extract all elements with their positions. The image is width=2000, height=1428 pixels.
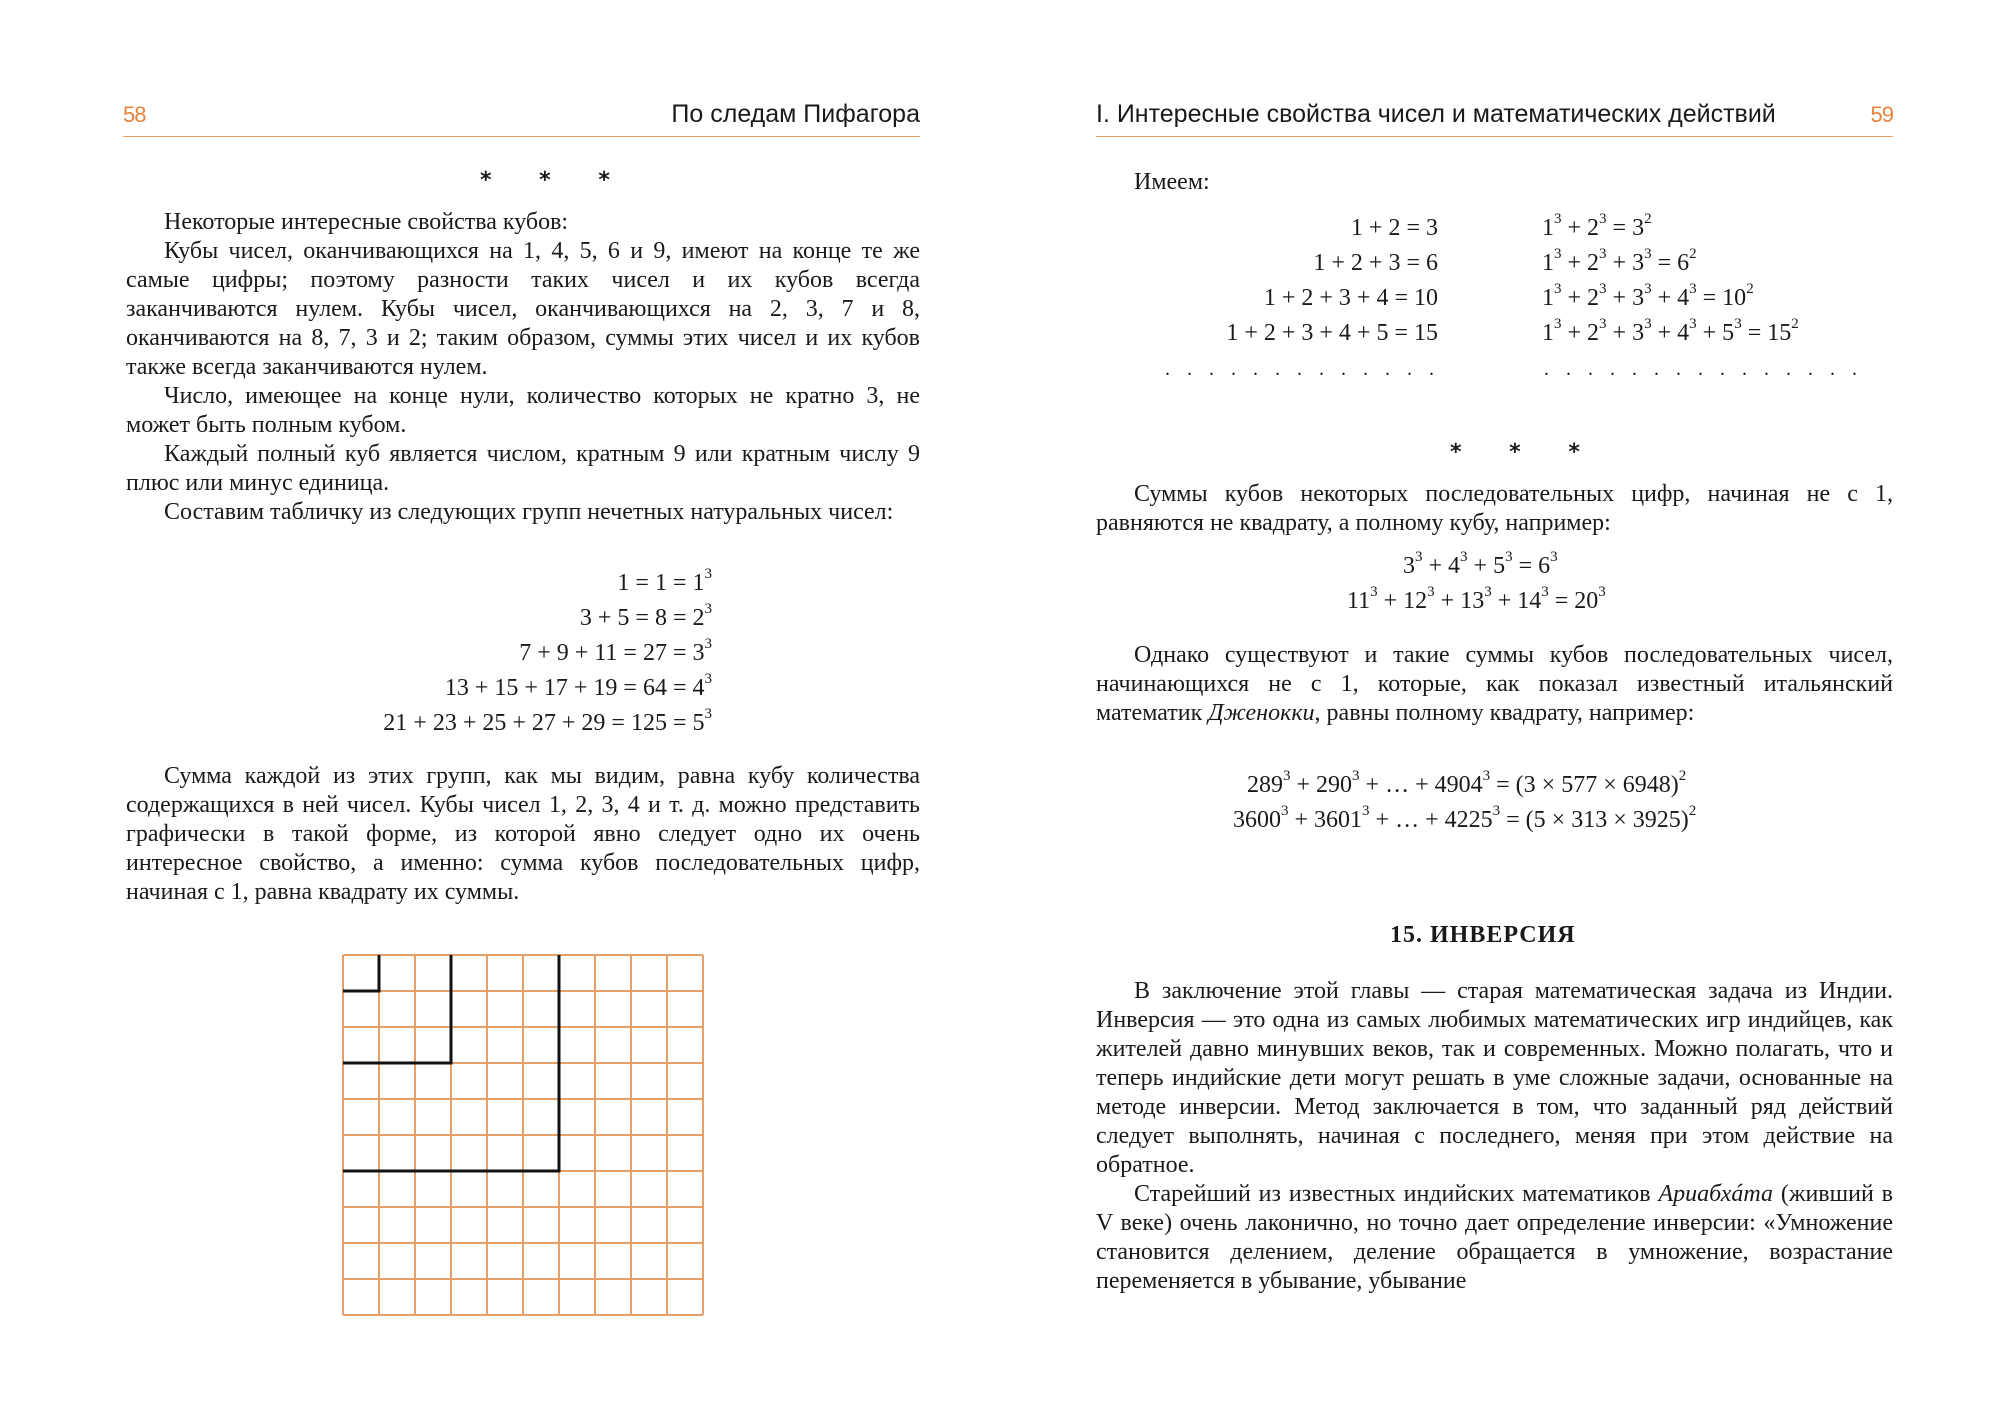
page-number: 59 <box>1870 102 1893 127</box>
body-text <box>1096 480 1893 538</box>
body-text <box>1096 641 1893 728</box>
paragraph: Каждый полный куб является числом, кратным 9 или кратным числу 9 плюс или минус единица. <box>126 441 920 496</box>
body-text <box>126 208 920 527</box>
square-outline <box>343 955 379 991</box>
cube-sum-row: $1^3 + 2^3 + 3^3 + 4^3 + 5^3 = 15^2$ <box>1542 316 1799 346</box>
formula-row: $3 + 5 = 8 = 2^3$ <box>579 601 712 631</box>
cube-sum-row: $1^3 + 2^3 + 3^3 = 6^2$ <box>1542 246 1697 276</box>
paragraph: Однако существуют и такие суммы кубов последовательных чисел, начинающихся не с 1, которые, как показал известный итальянский математик Дженокки, равны полному квадрату, например: <box>1096 642 1893 726</box>
section-separator: * * * <box>480 168 630 193</box>
body-text <box>126 762 920 907</box>
formula-row: $13 + 15 + 17 + 19 = 64 = 4^3$ <box>444 671 712 701</box>
cube-identity: $3^3 + 4^3 + 5^3 = 6^3$ <box>1403 549 1558 579</box>
paragraph: Суммы кубов некоторых последовательных цифр, начиная не с 1, равняются не квадрату, а полному кубу, например: <box>1096 481 1893 536</box>
section-heading: 15. ИНВЕРСИЯ <box>1390 922 1576 948</box>
cube-sum-row: $1^3 + 2^3 + 3^3 + 4^3 = 10^2$ <box>1542 281 1754 311</box>
paragraph: Составим табличку из следующих групп нечетных натуральных чисел: <box>164 499 894 525</box>
name-aryabhata: Ариабхáта <box>1658 1181 1773 1207</box>
sum-row: 1 + 2 = 3 <box>1350 215 1438 241</box>
formula-row: $21 + 23 + 25 + 27 + 29 = 125 = 5^3$ <box>383 706 712 736</box>
body-text <box>1096 168 1893 197</box>
paragraph: Число, имеющее на конце нули, количество которых не кратно 3, не может быть полным кубом. <box>126 383 920 438</box>
section-separator: * * * <box>1450 440 1600 465</box>
name-genocchi: Дженокки <box>1208 700 1315 726</box>
right-page-header <box>1096 96 1893 137</box>
ellipsis-row: . . . . . . . . . . . . . <box>1165 358 1440 380</box>
running-title: I. Интересные свойства чисел и математических действий <box>1096 100 1776 128</box>
page-number: 58 <box>123 102 146 127</box>
cube-sum-row: $1^3 + 2^3 = 3^2$ <box>1542 211 1652 241</box>
left-page-header <box>123 96 920 137</box>
sum-row: 1 + 2 + 3 + 4 + 5 = 15 <box>1226 320 1438 346</box>
square-outline <box>343 955 451 1063</box>
cube-identity: $11^3 + 12^3 + 13^3 + 14^3 = 20^3$ <box>1347 584 1606 614</box>
paragraph: Кубы чисел, оканчивающихся на 1, 4, 5, 6 и 9, имеют на конце те же самые цифры; поэтому разности таких чисел и их кубов всегда заканчиваются нулем. Кубы чисел, оканчивающихся на 2, 3, 7 и 8, оканчиваются на 8, 7, 3 и 2; таким образом, суммы этих чисел и их кубов также всегда заканчиваются нулем. <box>126 238 920 380</box>
right-page <box>1000 0 2000 1428</box>
paragraph: Старейший из известных индийских математиков Ариабхáта (живший в V веке) очень лаконично, но точно дает определение инверсии: «Умножение становится делением, деление обращается в умножение, возрастание переменяется в убывание, убывание <box>1096 1181 1893 1294</box>
sum-row: 1 + 2 + 3 + 4 = 10 <box>1263 285 1438 311</box>
square-identity: $289^3 + 290^3$ + … + $4904^3 = (3 \times 577 \times 6948)^2$ <box>1247 768 1687 798</box>
paragraph: В заключение этой главы — старая математическая задача из Индии. Инверсия — это одна из самых любимых математических игр индийцев, как жителей давно минувших веков, так и современных. Можно полагать, что и теперь индийские дети могут решать в уме сложные задачи, основанные на методе инверсии. Метод заключается в том, что заданный ряд действий следует выполнять, начиная с последнего, меняя при этом действие на обратное. <box>1096 978 1893 1178</box>
cubes-grid-figure <box>340 952 706 1318</box>
paragraph: Некоторые интересные свойства кубов: <box>164 209 569 235</box>
sum-row: 1 + 2 + 3 = 6 <box>1313 250 1438 276</box>
paragraph: Имеем: <box>1134 169 1210 195</box>
paragraph: Сумма каждой из этих групп, как мы видим, равна кубу количества содержащихся в ней чисел. Кубы чисел 1, 2, 3, 4 и т. д. можно представить графически в такой форме, из которой явно следует одно их очень интересное свойство, а именно: сумма кубов последовательных цифр, начиная с 1, равна квадрату их суммы. <box>126 763 920 905</box>
body-text <box>1096 977 1893 1296</box>
running-title: По следам Пифагора <box>671 100 920 128</box>
ellipsis-row: . . . . . . . . . . . . . . . <box>1544 358 1863 380</box>
formula-row: $1 = 1 = 1^3$ <box>617 566 712 596</box>
formula-row: $7 + 9 + 11 = 27 = 3^3$ <box>519 636 712 666</box>
square-identity: $3600^3 + 3601^3$ + … + $4225^3 = (5 \times 313 \times 3925)^2$ <box>1233 803 1697 833</box>
